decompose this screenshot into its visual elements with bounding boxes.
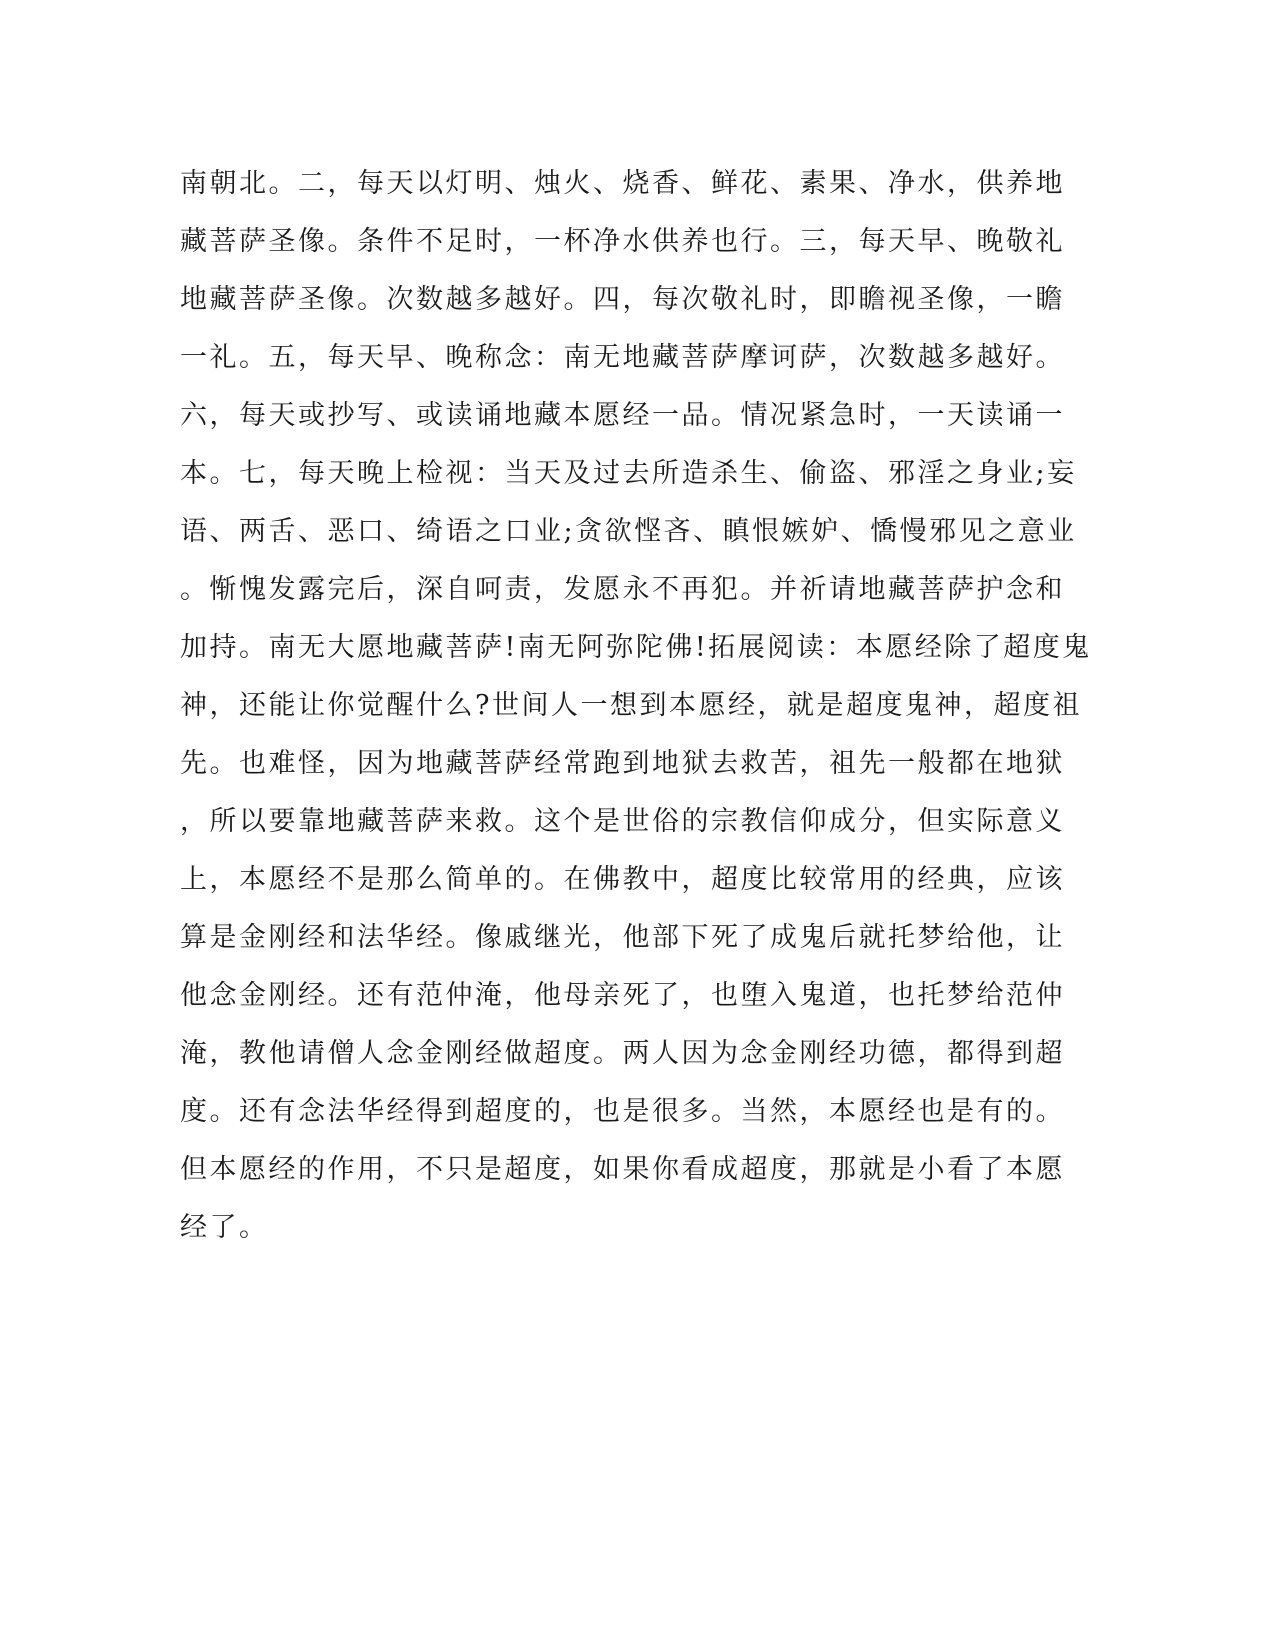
text-line: 地藏菩萨圣像。次数越多越好。四，每次敬礼时，即瞻视圣像，一瞻 [180,284,1065,315]
text-line: 先。也难怪，因为地藏菩萨经常跑到地狱去救苦，祖先一般都在地狱 [180,748,1065,779]
text-line: 语、两舌、恶口、绮语之口业;贪欲悭吝、瞋恨嫉妒、憍慢邪见之意业 [180,516,1077,547]
text-line: 南朝北。二，每天以灯明、烛火、烧香、鲜花、素果、净水，供养地 [180,168,1065,199]
text-line: 一礼。五，每天早、晚称念：南无地藏菩萨摩诃萨，次数越多越好。 [180,342,1065,373]
text-line: 算是金刚经和法华经。像戚继光，他部下死了成鬼后就托梦给他，让 [180,922,1065,953]
text-line: 。惭愧发露完后，深自呵责，发愿永不再犯。并祈请地藏菩萨护念和 [180,574,1065,605]
body-text [180,155,1092,1257]
text-line: 神，还能让你觉醒什么?世间人一想到本愿经，就是超度鬼神，超度祖 [180,690,1082,721]
text-line: 但本愿经的作用，不只是超度，如果你看成超度，那就是小看了本愿 [180,1154,1065,1185]
text-line: 上，本愿经不是那么简单的。在佛教中，超度比较常用的经典，应该 [180,864,1065,895]
text-line: 淹，教他请僧人念金刚经做超度。两人因为念金刚经功德，都得到超 [180,1038,1065,1069]
text-line: 六，每天或抄写、或读诵地藏本愿经一品。情况紧急时，一天读诵一 [180,400,1065,431]
text-line: 藏菩萨圣像。条件不足时，一杯净水供养也行。三，每天早、晚敬礼 [180,226,1065,257]
text-line: 经了。 [180,1212,269,1243]
text-line: ，所以要靠地藏菩萨来救。这个是世俗的宗教信仰成分，但实际意义 [180,806,1065,837]
text-line: 加持。南无大愿地藏菩萨!南无阿弥陀佛!拓展阅读：本愿经除了超度鬼 [180,632,1092,663]
text-line: 他念金刚经。还有范仲淹，他母亲死了，也堕入鬼道，也托梦给范仲 [180,980,1065,1011]
text-line: 本。七，每天晚上检视：当天及过去所造杀生、偷盗、邪淫之身业;妄 [180,458,1077,489]
text-line: 度。还有念法华经得到超度的，也是很多。当然，本愿经也是有的。 [180,1096,1065,1127]
